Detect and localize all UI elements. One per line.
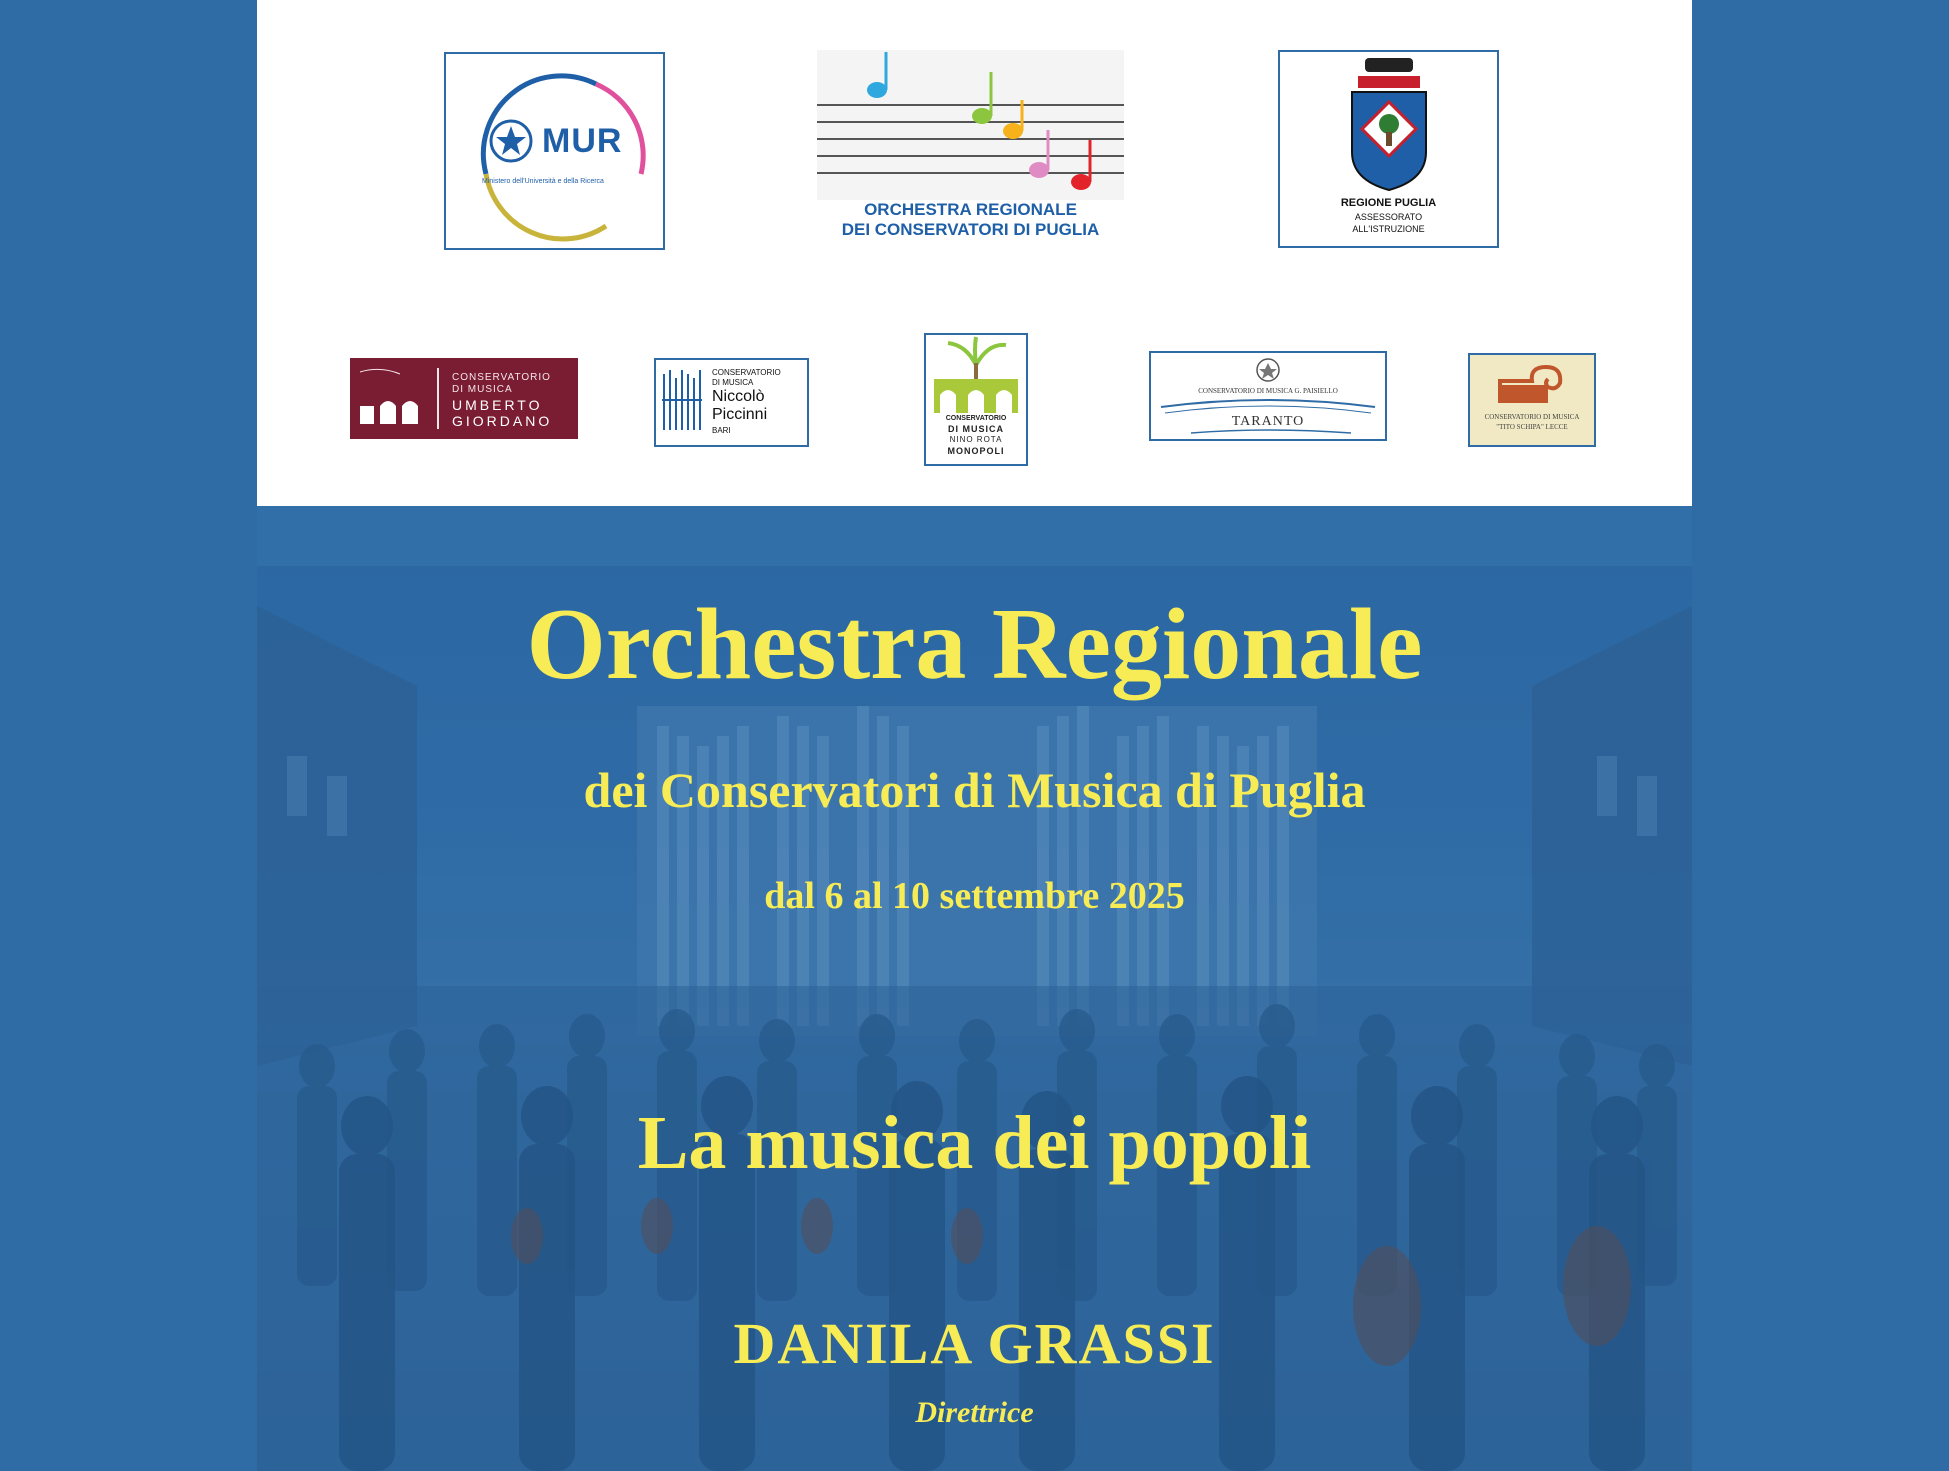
arches-icon xyxy=(350,358,440,439)
monopoli-line2: DI MUSICA xyxy=(948,424,1004,434)
orchestra-logo-line2: DEI CONSERVATORI DI PUGLIA xyxy=(841,220,1100,239)
lecce-line2: "TITO SCHIPA" LECCE xyxy=(1496,423,1568,431)
conductor-role: Direttrice xyxy=(915,1396,1034,1429)
wave-icon xyxy=(1470,355,1594,411)
monopoli-line4: MONOPOLI xyxy=(947,446,1005,456)
music-staff-icon xyxy=(817,50,1124,200)
piccinni-line2: DI MUSICA xyxy=(712,378,754,387)
taranto-line2: TARANTO xyxy=(1231,414,1305,429)
regione-line1: REGIONE PUGLIA xyxy=(1340,197,1437,209)
lecce-line1: CONSERVATORIO DI MUSICA xyxy=(1484,413,1580,421)
monopoli-line1: CONSERVATORIO xyxy=(945,415,1007,422)
poster-subtitle: dei Conservatori di Musica di Puglia xyxy=(583,762,1366,818)
giordano-line4: GIORDANO xyxy=(452,413,553,429)
mur-subtitle: Ministero dell'Università e della Ricerca xyxy=(482,178,604,185)
piccinni-line4: Piccinni xyxy=(712,406,768,423)
poster xyxy=(257,0,1692,1471)
monopoli-logo[interactable] xyxy=(924,333,1028,466)
logo-band xyxy=(257,0,1692,506)
giordano-line2: DI MUSICA xyxy=(452,384,513,395)
mur-logo[interactable] xyxy=(444,52,665,250)
orchestra-logo-name xyxy=(817,200,1124,240)
organ-pipes-icon xyxy=(656,360,708,445)
emblem-icon xyxy=(488,118,534,164)
piccinni-line3: Niccolò xyxy=(712,388,765,405)
poster-dates: dal 6 al 10 settembre 2025 xyxy=(764,875,1185,917)
crest-icon xyxy=(1280,52,1497,192)
giordano-line1: CONSERVATORIO xyxy=(452,372,551,383)
mur-word: MUR xyxy=(542,122,623,160)
regione-puglia-logo[interactable] xyxy=(1278,50,1499,248)
giordano-line3: UMBERTO xyxy=(452,397,543,413)
regione-line3: ALL'ISTRUZIONE xyxy=(1352,224,1425,234)
orchestra-logo[interactable] xyxy=(817,50,1124,250)
orchestra-photo xyxy=(257,506,1692,1471)
giordano-logo[interactable] xyxy=(350,358,578,439)
regione-line2: ASSESSORATO xyxy=(1354,212,1423,222)
piccinni-line1: CONSERVATORIO xyxy=(712,368,781,377)
palm-arches-icon xyxy=(926,335,1026,415)
orchestra-logo-line1: ORCHESTRA REGIONALE xyxy=(864,200,1077,219)
piccinni-line5: BARI xyxy=(712,426,731,435)
lecce-logo[interactable] xyxy=(1468,353,1596,447)
program-title: La musica dei popoli xyxy=(637,1101,1312,1185)
conductor-name: DANILA GRASSI xyxy=(733,1311,1216,1376)
monopoli-line3: NINO ROTA xyxy=(949,435,1003,444)
taranto-line1: CONSERVATORIO DI MUSICA G. PAISIELLO xyxy=(1198,387,1338,395)
taranto-logo[interactable] xyxy=(1149,351,1387,441)
piccinni-logo[interactable] xyxy=(654,358,809,447)
poster-title: Orchestra Regionale xyxy=(526,588,1423,701)
